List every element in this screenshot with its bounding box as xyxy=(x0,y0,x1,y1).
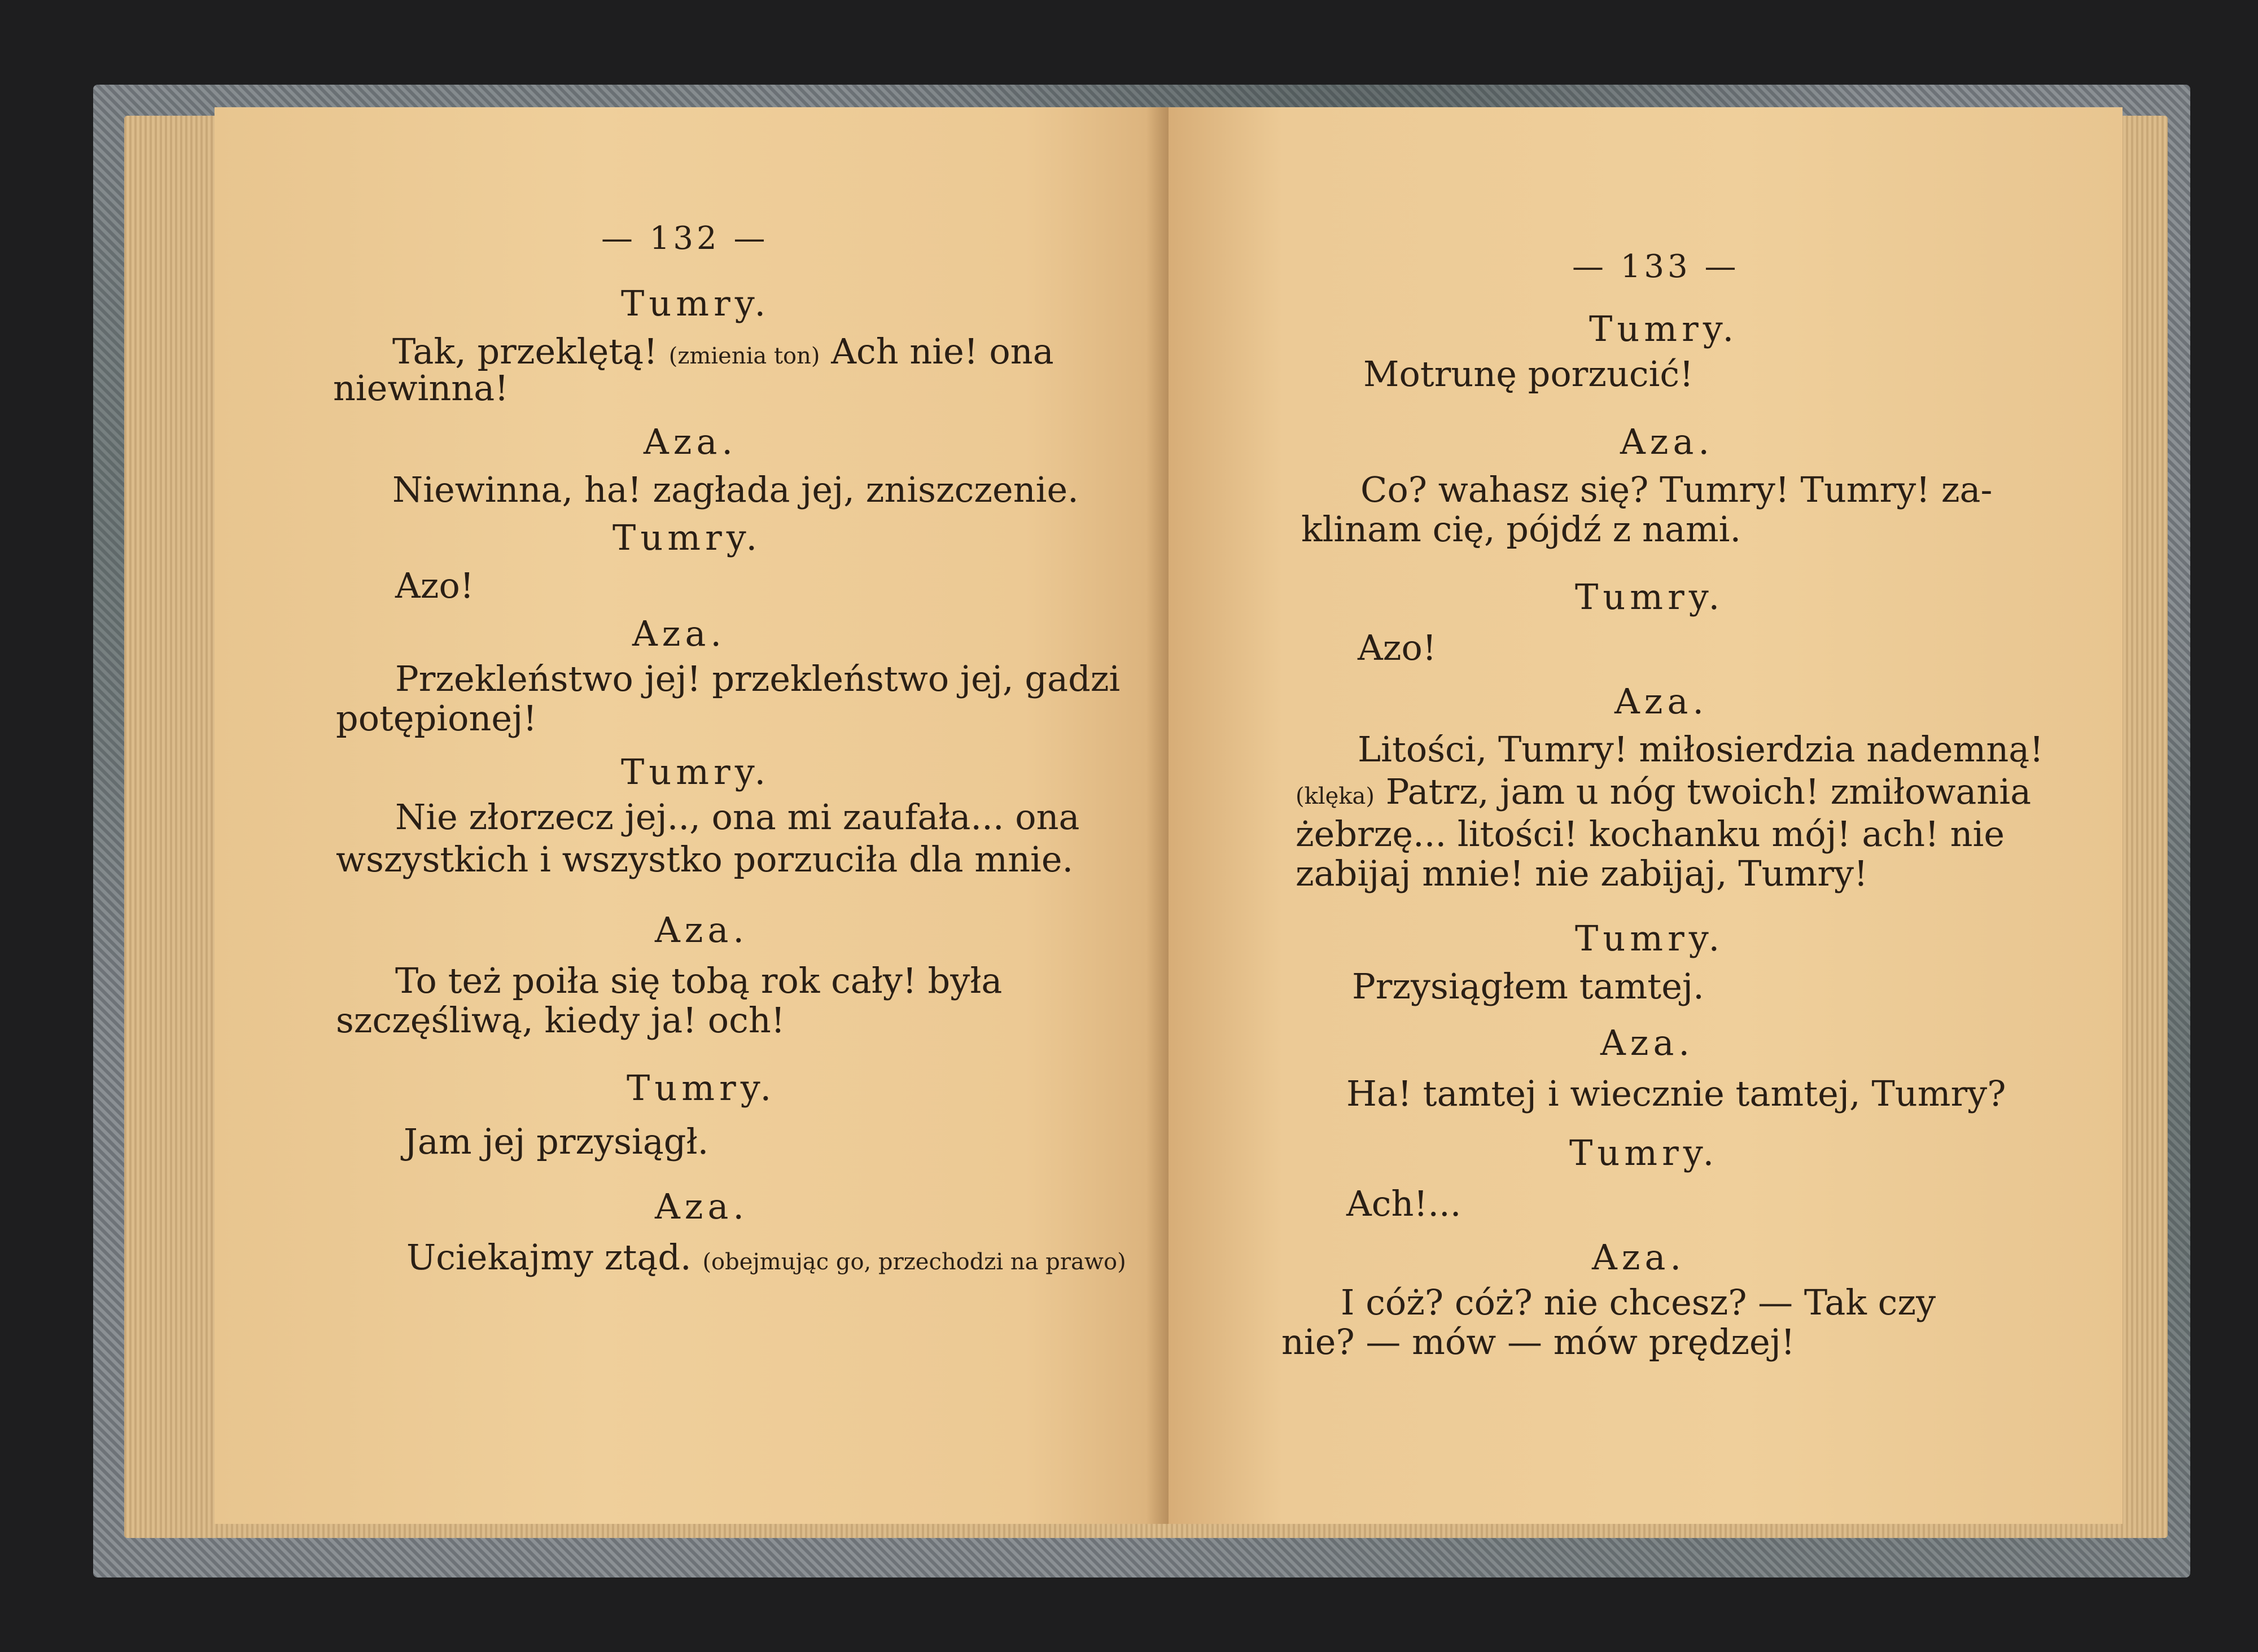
text-line: Uciekajmy ztąd. (obejmując go, przechodzi na prawo) xyxy=(406,1237,1126,1278)
speaker-name: Tumry. xyxy=(612,517,762,558)
text-line: żebrzę... litości! kochanku mój! ach! nie xyxy=(1296,813,2005,855)
text-line: Litości, Tumry! miłosierdzia nademną! xyxy=(1358,729,2044,770)
text-line: Niewinna, ha! zagłada jej, zniszczenie. xyxy=(392,469,1079,510)
speaker-name: Tumry. xyxy=(1589,308,1739,349)
text-line: potępionej! xyxy=(336,698,537,739)
speaker-name: Aza. xyxy=(655,1186,749,1227)
text-line: zabijaj mnie! nie zabijaj, Tumry! xyxy=(1296,853,1868,894)
text-line: klinam cię, pójdź z nami. xyxy=(1301,509,1741,550)
left-page xyxy=(215,107,1169,1524)
text-line: niewinna! xyxy=(333,367,509,409)
text-line: Przekleństwo jej! przekleństwo jej, gadzi xyxy=(395,658,1121,699)
text-line: nie? — mów — mów prędzej! xyxy=(1281,1321,1795,1362)
text-line: Ach!... xyxy=(1346,1183,1461,1224)
text-line: szczęśliwą, kiedy ja! och! xyxy=(336,1000,785,1041)
text-line: Ha! tamtej i wiecznie tamtej, Tumry? xyxy=(1346,1073,2006,1114)
text-line: Motrunę porzucić! xyxy=(1363,353,1694,395)
right-page xyxy=(1169,107,2123,1524)
text-line: Azo! xyxy=(395,565,474,606)
page-number: — 133 — xyxy=(1572,248,1740,285)
speaker-name: Tumry. xyxy=(1575,918,1725,959)
speaker-name: Tumry. xyxy=(627,1067,776,1108)
speaker-name: Aza. xyxy=(1614,681,1709,722)
page-number: — 132 — xyxy=(601,220,769,257)
speaker-name: Tumry. xyxy=(621,283,771,324)
speaker-name: Aza. xyxy=(632,613,727,654)
speaker-name: Aza. xyxy=(644,421,738,462)
text-line: To też poiła się tobą rok cały! była xyxy=(395,960,1003,1001)
text-line: (klęka) Patrz, jam u nóg twoich! zmiłowania xyxy=(1296,771,2032,812)
speaker-name: Tumry. xyxy=(621,751,771,792)
text-line: Nie złorzecz jej.., ona mi zaufała... ona xyxy=(395,796,1080,838)
stage-direction: (klęka) xyxy=(1296,783,1375,809)
speaker-name: Aza. xyxy=(1592,1237,1686,1278)
speaker-name: Tumry. xyxy=(1575,576,1725,617)
stage-direction: (zmienia ton) xyxy=(668,343,820,369)
text-line: I cóż? cóż? nie chcesz? — Tak czy xyxy=(1341,1282,1936,1323)
speaker-name: Aza. xyxy=(655,909,749,950)
text-line: Przysiągłem tamtej. xyxy=(1352,966,1704,1007)
text-line: Tak, przeklętą! (zmienia ton) Ach nie! ona xyxy=(392,331,1054,372)
speaker-name: Aza. xyxy=(1620,421,1714,462)
speaker-name: Tumry. xyxy=(1569,1132,1719,1173)
text-line: Co? wahasz się? Tumry! Tumry! za- xyxy=(1360,469,1993,510)
stage-direction: (obejmując go, przechodzi na prawo) xyxy=(702,1249,1126,1275)
speaker-name: Aza. xyxy=(1600,1022,1695,1063)
text-line: wszystkich i wszystko porzuciła dla mnie. xyxy=(336,839,1074,880)
text-line: Azo! xyxy=(1358,627,1437,668)
text-line: Jam jej przysiągł. xyxy=(404,1121,709,1162)
